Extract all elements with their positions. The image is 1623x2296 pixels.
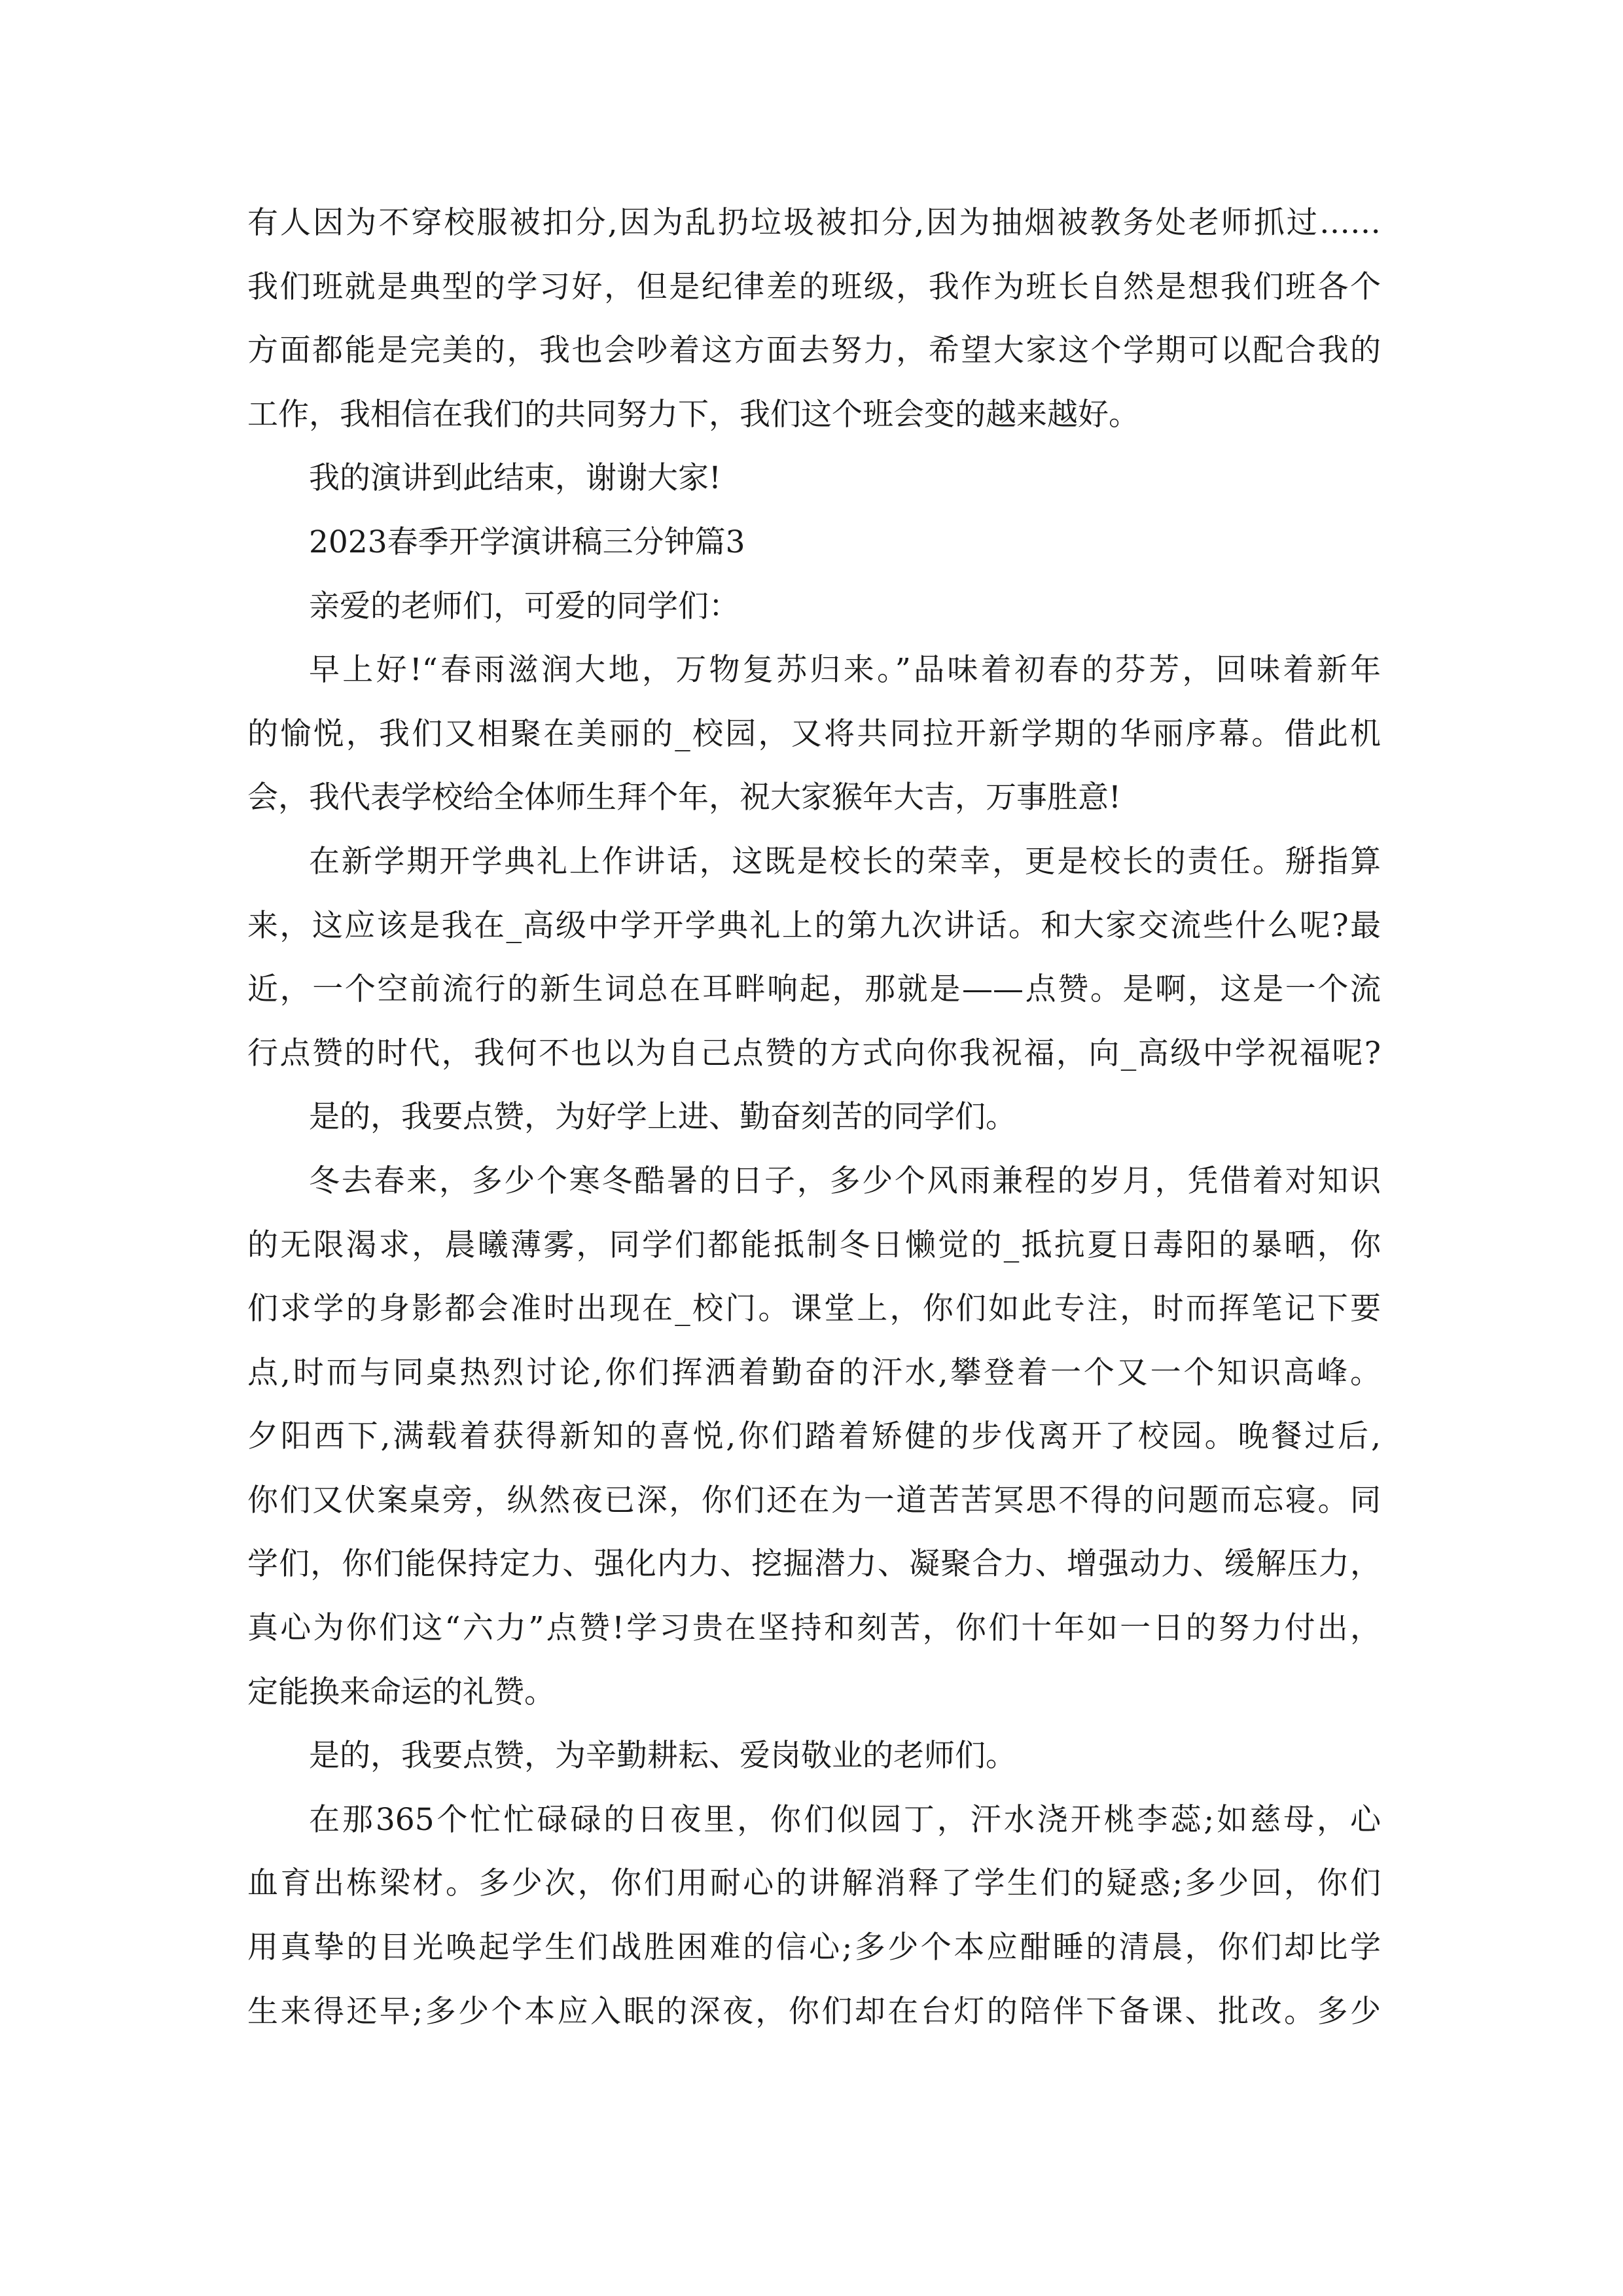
text-line: 工作，我相信在我们的共同努力下，我们这个班会变的越来越好。 [247,396,1139,433]
text-line: 是的，我要点赞，为好学上进、勤奋刻苦的同学们。 [309,1099,1016,1136]
text-line: 真心为你们这“六力”点赞!学习贵在坚持和刻苦，你们十年如一日的努力付出， [247,1610,1381,1647]
text-line: 会，我代表学校给全体师生拜个年，祝大家猴年大吉，万事胜意! [247,780,1121,816]
text-line: 2023春季开学演讲稿三分钟篇3 [309,524,745,560]
text-line: 们求学的身影都会准时出现在_校门。课堂上，你们如此专注，时而挥笔记下要 [247,1291,1381,1327]
text-line: 血育出栋梁材。多少次，你们用耐心的讲解消释了学生们的疑惑;多少回，你们 [247,1865,1381,1902]
text-line: 冬去春来，多少个寒冬酷暑的日子，多少个风雨兼程的岁月，凭借着对知识 [309,1162,1381,1199]
text-line: 用真挚的目光唤起学生们战胜困难的信心;多少个本应酣睡的清晨，你们却比学 [247,1929,1381,1966]
text-line: 夕阳西下,满载着获得新知的喜悦,你们踏着矫健的步伐离开了校园。晚餐过后, [247,1418,1381,1455]
text-line: 的愉悦，我们又相聚在美丽的_校园，又将共同拉开新学期的华丽序幕。借此机 [247,715,1381,752]
text-line: 定能换来命运的礼赞。 [247,1674,555,1710]
text-line: 近，一个空前流行的新生词总在耳畔响起，那就是——点赞。是啊，这是一个流 [247,971,1381,1008]
text-line: 点,时而与同桌热烈讨论,你们挥洒着勤奋的汗水,攀登着一个又一个知识高峰。 [247,1354,1381,1391]
text-line: 在那365个忙忙碌碌的日夜里，你们似园丁，汗水浇开桃李蕊;如慈母，心 [309,1801,1381,1838]
text-line: 我的演讲到此结束，谢谢大家! [309,460,721,497]
text-line: 是的，我要点赞，为辛勤耕耘、爱岗敬业的老师们。 [309,1738,1016,1774]
text-line: 方面都能是完美的，我也会吵着这方面去努力，希望大家这个学期可以配合我的 [247,332,1381,369]
text-line: 早上好!“春雨滋润大地，万物复苏归来。”品味着初春的芬芳，回味着新年 [309,652,1381,689]
text-line: 我们班就是典型的学习好，但是纪律差的班级，我作为班长自然是想我们班各个 [247,268,1381,305]
document-page [247,191,1381,2043]
text-line: 来，这应该是我在_高级中学开学典礼上的第九次讲话。和大家交流些什么呢?最 [247,907,1381,944]
text-line: 的无限渴求，晨曦薄雾，同学们都能抵制冬日懒觉的_抵抗夏日毒阳的暴晒，你 [247,1227,1381,1263]
text-line: 学们，你们能保持定力、强化内力、挖掘潜力、凝聚合力、增强动力、缓解压力， [247,1546,1381,1583]
text-line: 生来得还早;多少个本应入眠的深夜，你们却在台灯的陪伴下备课、批改。多少 [247,1993,1381,2030]
text-line: 行点赞的时代，我何不也以为自己点赞的方式向你我祝福，向_高级中学祝福呢? [247,1035,1381,1071]
text-line: 有人因为不穿校服被扣分,因为乱扔垃圾被扣分,因为抽烟被教务处老师抓过…… [247,205,1381,241]
text-line: 你们又伏案桌旁，纵然夜已深，你们还在为一道苦苦冥思不得的问题而忘寝。同 [247,1482,1381,1518]
text-line: 在新学期开学典礼上作讲话，这既是校长的荣幸，更是校长的责任。掰指算 [309,843,1381,880]
text-line: 亲爱的老师们，可爱的同学们： [309,588,740,624]
